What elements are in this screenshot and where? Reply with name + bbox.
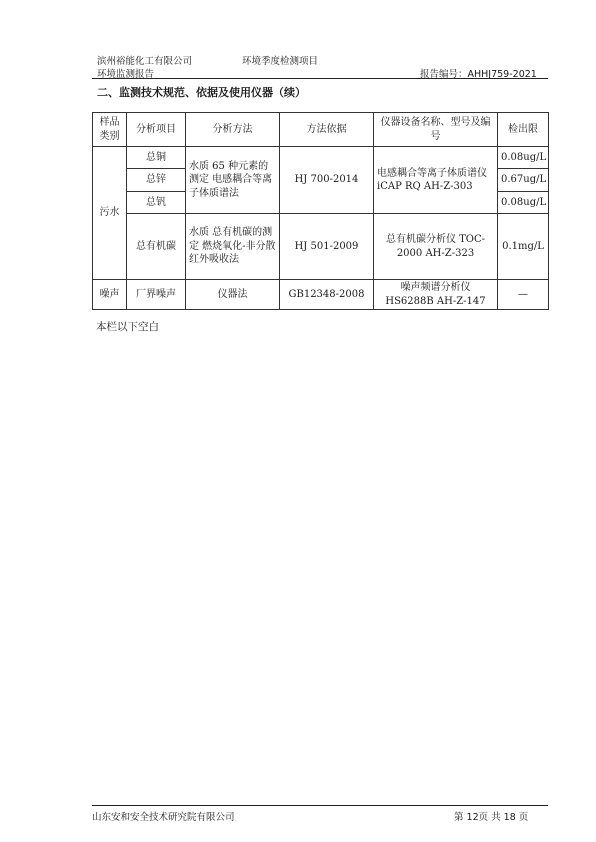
basis-cell: GB12348-2008: [280, 280, 374, 310]
page-number: 第 12页 共 18 页: [454, 812, 529, 823]
blank-note: 本栏以下空白: [96, 321, 159, 333]
company-name: 滨州裕能化工有限公司: [97, 56, 193, 67]
item-cell: 总锌: [127, 169, 186, 192]
header-cell: 方法依据: [280, 113, 374, 147]
basis-cell: HJ 700-2014: [280, 147, 374, 214]
header-cell: 样品类别: [93, 113, 127, 147]
instrument-cell: 电感耦合等离子体质谱仪 iCAP RQ AH-Z-303: [374, 147, 498, 214]
limit-cell: 0.08ug/L: [498, 192, 549, 214]
basis-cell: HJ 501-2009: [280, 214, 374, 280]
item-cell: 厂界噪声: [127, 280, 186, 310]
category-cell: 污水: [93, 147, 127, 280]
methods-table: [92, 112, 549, 310]
table-row: [93, 147, 549, 169]
header-rule: [92, 78, 548, 79]
table-header-row: [93, 113, 549, 147]
instrument-cell: 总有机碳分析仪 TOC-2000 AH-Z-323: [374, 214, 498, 280]
header-cell: 分析项目: [127, 113, 186, 147]
method-cell: 水质 总有机碳的测定 燃烧氧化-非分散红外吸收法: [186, 214, 280, 280]
section-title: 二、监测技术规范、依据及使用仪器（续）: [97, 86, 306, 99]
table-row: [93, 214, 549, 280]
table-row: [93, 280, 549, 310]
footer-org: 山东安和安全技术研究院有限公司: [92, 812, 235, 823]
report-number: 报告编号：AHHJ759-2021: [420, 69, 537, 80]
header-cell: 分析方法: [186, 113, 280, 147]
method-cell: 水质 65 种元素的测定 电感耦合等离子体质谱法: [186, 147, 280, 214]
header-cell: 检出限: [498, 113, 549, 147]
project-name: 环境季度检测项目: [242, 56, 319, 67]
header-cell: 仪器设备名称、型号及编号: [374, 113, 498, 147]
footer-rule: [92, 805, 548, 806]
item-cell: 总铜: [127, 147, 186, 169]
instrument-cell: 噪声频谱分析仪 HS6288B AH-Z-147: [374, 280, 498, 310]
limit-cell: 0.08ug/L: [498, 147, 549, 169]
limit-cell: 0.1mg/L: [498, 214, 549, 280]
limit-cell: —: [498, 280, 549, 310]
report-name: 环境监测报告: [97, 69, 155, 80]
method-cell: 仪器法: [186, 280, 280, 310]
limit-cell: 0.67ug/L: [498, 169, 549, 192]
item-cell: 总有机碳: [127, 214, 186, 280]
item-cell: 总钒: [127, 192, 186, 214]
category-cell: 噪声: [93, 280, 127, 310]
